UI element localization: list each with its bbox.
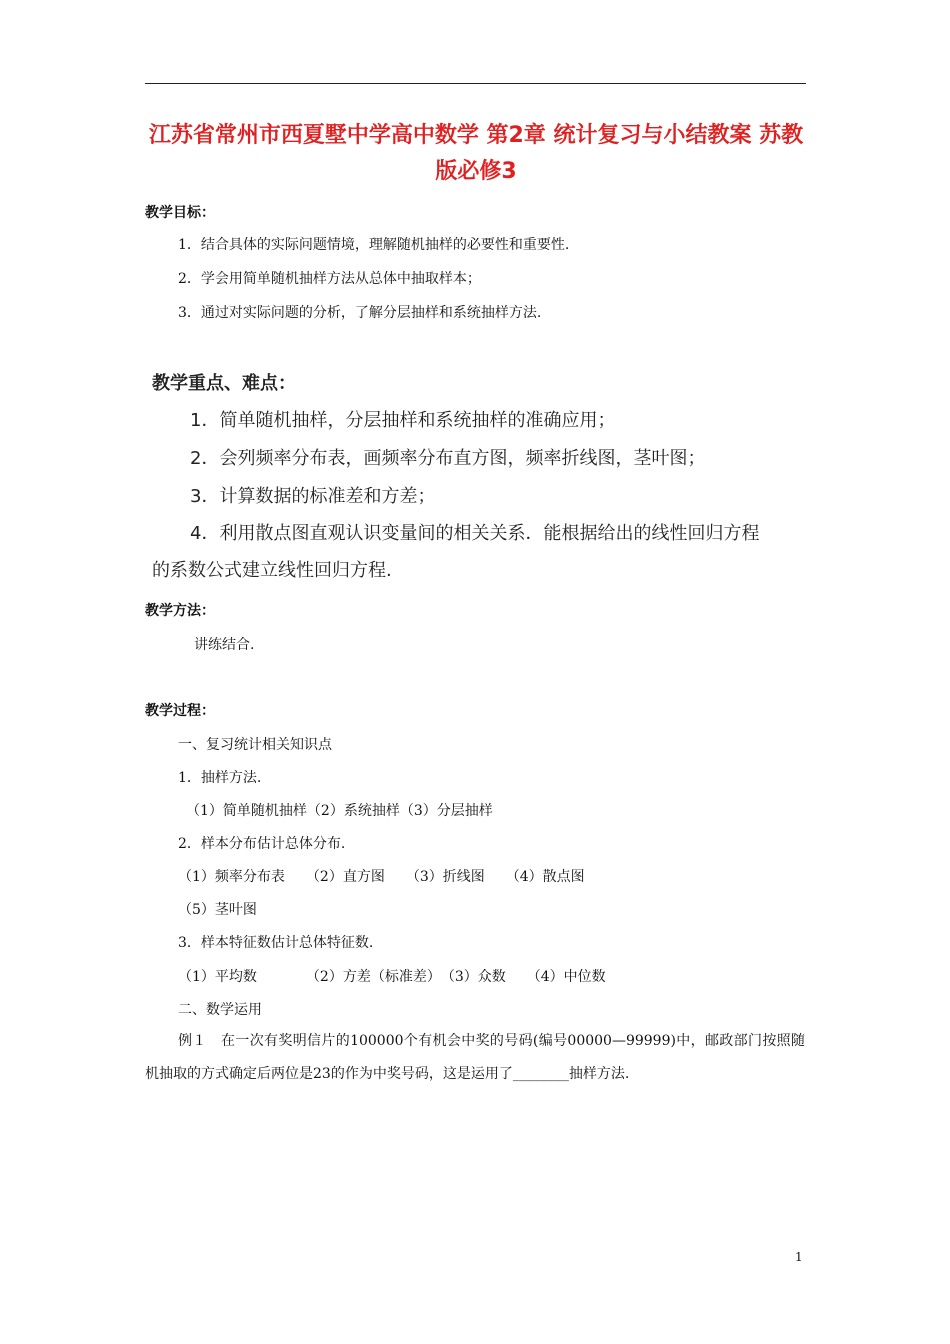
process-line: 3．样本特征数估计总体特征数. bbox=[178, 935, 374, 951]
method-heading: 教学方法： bbox=[145, 603, 215, 619]
process-line: 二、数学运用 bbox=[178, 1002, 262, 1018]
process-heading: 教学过程： bbox=[145, 703, 215, 719]
example-1: 例１ 在一次有奖明信片的100000个有机会中奖的号码(编号00000—99999)中，邮政部门按照随机抽取的方式确定后两位是23的作为中奖号码，这是运用了________抽样方法. bbox=[145, 1033, 805, 1082]
key-point-item: 2．会列频率分布表，画频率分布直方图，频率折线图，茎叶图； bbox=[190, 448, 706, 469]
key-point-item-continued: 的系数公式建立线性回归方程. bbox=[152, 560, 392, 581]
process-line: （1）简单随机抽样（2）系统抽样（3）分层抽样 bbox=[186, 803, 493, 819]
objective-item: 1．结合具体的实际问题情境，理解随机抽样的必要性和重要性. bbox=[178, 237, 570, 253]
process-line: 2．样本分布估计总体分布. bbox=[178, 836, 346, 852]
document-title: 江苏省常州市西夏墅中学高中数学 第2章 统计复习与小结教案 苏教版必修3 bbox=[148, 123, 804, 184]
process-line: 1．抽样方法. bbox=[178, 770, 262, 786]
page-number: 1 bbox=[795, 1250, 803, 1264]
process-line: （1）频率分布表 （2）直方图 （3）折线图 （4）散点图 bbox=[178, 869, 585, 885]
objectives-heading: 教学目标： bbox=[145, 205, 215, 221]
key-point-item: 4．利用散点图直观认识变量间的相关关系．能根据给出的线性回归方程 bbox=[190, 523, 760, 544]
process-line: 一、复习统计相关知识点 bbox=[178, 737, 332, 753]
process-line: （5）茎叶图 bbox=[178, 902, 257, 918]
key-points-heading: 教学重点、难点： bbox=[152, 373, 296, 394]
key-point-item: 3．计算数据的标准差和方差； bbox=[190, 486, 436, 507]
key-point-item: 1．简单随机抽样，分层抽样和系统抽样的准确应用； bbox=[190, 410, 616, 431]
objective-item: 2．学会用简单随机抽样方法从总体中抽取样本； bbox=[178, 271, 481, 287]
process-line: （1）平均数 （2）方差（标准差） （3）众数 （4）中位数 bbox=[178, 969, 606, 985]
objective-item: 3．通过对实际问题的分析，了解分层抽样和系统抽样方法. bbox=[178, 305, 542, 321]
method-text: 讲练结合. bbox=[194, 637, 255, 653]
header-rule bbox=[145, 83, 806, 84]
